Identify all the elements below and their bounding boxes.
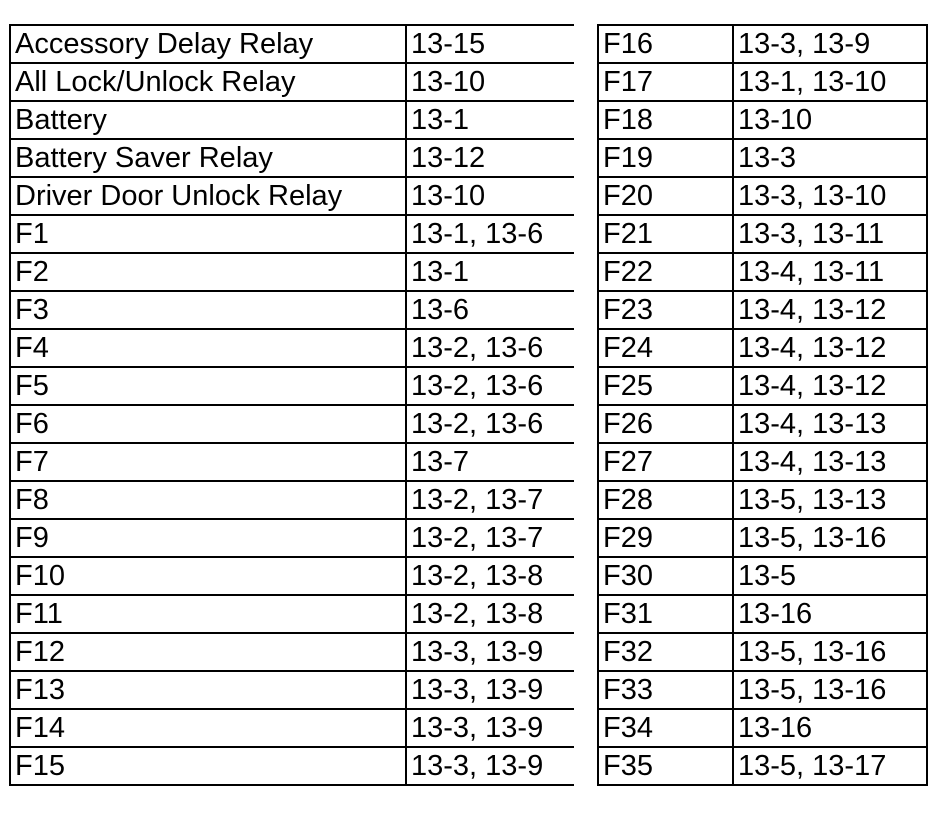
- page-reference-cell: 13-16: [733, 595, 927, 633]
- component-name-cell: F33: [598, 671, 733, 709]
- table-row: [10, 671, 575, 709]
- table-row: [598, 405, 927, 443]
- table-row: [598, 101, 927, 139]
- table-row: [10, 405, 575, 443]
- component-name-cell: F18: [598, 101, 733, 139]
- table-row: [598, 215, 927, 253]
- component-name-cell: Battery: [10, 101, 406, 139]
- table-row: [598, 481, 927, 519]
- page-reference-cell: 13-10: [406, 63, 575, 101]
- page-reference-cell: 13-4, 13-11: [733, 253, 927, 291]
- component-name-cell: F11: [10, 595, 406, 633]
- component-name-cell: F16: [598, 25, 733, 63]
- table-row: [598, 557, 927, 595]
- table-row: [598, 253, 927, 291]
- page-reference-cell: 13-4, 13-12: [733, 329, 927, 367]
- component-name-cell: F27: [598, 443, 733, 481]
- table-divider: [574, 24, 597, 824]
- page-reference-cell: 13-3, 13-9: [406, 671, 575, 709]
- page-reference-cell: 13-1: [406, 253, 575, 291]
- component-name-cell: F8: [10, 481, 406, 519]
- table-row: [10, 63, 575, 101]
- page-reference-cell: 13-10: [406, 177, 575, 215]
- component-name-cell: F13: [10, 671, 406, 709]
- component-name-cell: F12: [10, 633, 406, 671]
- component-name-cell: F22: [598, 253, 733, 291]
- right-index-table: [597, 24, 928, 786]
- page-reference-cell: 13-12: [406, 139, 575, 177]
- page-reference-cell: 13-7: [406, 443, 575, 481]
- component-name-cell: F35: [598, 747, 733, 785]
- component-name-cell: Driver Door Unlock Relay: [10, 177, 406, 215]
- left-index-table: [9, 24, 576, 786]
- page-reference-cell: 13-5: [733, 557, 927, 595]
- page-reference-cell: 13-5, 13-16: [733, 519, 927, 557]
- index-page: [9, 24, 926, 824]
- page-reference-cell: 13-4, 13-12: [733, 367, 927, 405]
- table-row: [10, 481, 575, 519]
- page-reference-cell: 13-3, 13-9: [733, 25, 927, 63]
- component-name-cell: F15: [10, 747, 406, 785]
- component-name-cell: F4: [10, 329, 406, 367]
- table-row: [598, 671, 927, 709]
- component-name-cell: F24: [598, 329, 733, 367]
- table-row: [10, 139, 575, 177]
- page-reference-cell: 13-10: [733, 101, 927, 139]
- component-name-cell: F9: [10, 519, 406, 557]
- table-row: [10, 747, 575, 785]
- page-reference-cell: 13-3, 13-9: [406, 747, 575, 785]
- page-reference-cell: 13-3: [733, 139, 927, 177]
- table-row: [598, 139, 927, 177]
- page-reference-cell: 13-4, 13-12: [733, 291, 927, 329]
- table-row: [598, 709, 927, 747]
- page-reference-cell: 13-3, 13-9: [406, 709, 575, 747]
- page-reference-cell: 13-3, 13-10: [733, 177, 927, 215]
- page-reference-cell: 13-3, 13-11: [733, 215, 927, 253]
- component-name-cell: F20: [598, 177, 733, 215]
- page-reference-cell: 13-5, 13-17: [733, 747, 927, 785]
- component-name-cell: F19: [598, 139, 733, 177]
- table-row: [598, 633, 927, 671]
- page-reference-cell: 13-4, 13-13: [733, 405, 927, 443]
- page-reference-cell: 13-6: [406, 291, 575, 329]
- page-reference-cell: 13-2, 13-6: [406, 367, 575, 405]
- right-index-table-body: [598, 25, 927, 785]
- table-row: [10, 215, 575, 253]
- component-name-cell: F6: [10, 405, 406, 443]
- page-reference-cell: 13-1: [406, 101, 575, 139]
- component-name-cell: F30: [598, 557, 733, 595]
- table-row: [10, 329, 575, 367]
- component-name-cell: F3: [10, 291, 406, 329]
- table-row: [10, 443, 575, 481]
- table-row: [10, 177, 575, 215]
- table-row: [10, 367, 575, 405]
- component-name-cell: F31: [598, 595, 733, 633]
- page-reference-cell: 13-2, 13-7: [406, 519, 575, 557]
- component-name-cell: F25: [598, 367, 733, 405]
- table-row: [598, 443, 927, 481]
- component-name-cell: F7: [10, 443, 406, 481]
- table-row: [10, 253, 575, 291]
- page-reference-cell: 13-1, 13-6: [406, 215, 575, 253]
- component-name-cell: F32: [598, 633, 733, 671]
- page-reference-cell: 13-5, 13-16: [733, 671, 927, 709]
- table-row: [10, 709, 575, 747]
- component-name-cell: F34: [598, 709, 733, 747]
- page-reference-cell: 13-16: [733, 709, 927, 747]
- table-row: [10, 291, 575, 329]
- component-name-cell: F29: [598, 519, 733, 557]
- table-row: [10, 595, 575, 633]
- table-row: [10, 25, 575, 63]
- component-name-cell: All Lock/Unlock Relay: [10, 63, 406, 101]
- page-reference-cell: 13-2, 13-6: [406, 329, 575, 367]
- table-row: [598, 63, 927, 101]
- component-name-cell: F1: [10, 215, 406, 253]
- page-reference-cell: 13-3, 13-9: [406, 633, 575, 671]
- table-row: [598, 329, 927, 367]
- page-reference-cell: 13-2, 13-7: [406, 481, 575, 519]
- component-name-cell: Battery Saver Relay: [10, 139, 406, 177]
- component-name-cell: F5: [10, 367, 406, 405]
- component-name-cell: F10: [10, 557, 406, 595]
- component-name-cell: F21: [598, 215, 733, 253]
- page-reference-cell: 13-2, 13-8: [406, 595, 575, 633]
- component-name-cell: F14: [10, 709, 406, 747]
- table-row: [598, 291, 927, 329]
- table-row: [598, 747, 927, 785]
- component-name-cell: F28: [598, 481, 733, 519]
- page-reference-cell: 13-2, 13-8: [406, 557, 575, 595]
- page-reference-cell: 13-4, 13-13: [733, 443, 927, 481]
- page-reference-cell: 13-5, 13-16: [733, 633, 927, 671]
- component-name-cell: F17: [598, 63, 733, 101]
- table-row: [598, 25, 927, 63]
- table-row: [10, 101, 575, 139]
- page-reference-cell: 13-2, 13-6: [406, 405, 575, 443]
- table-row: [10, 557, 575, 595]
- table-row: [598, 519, 927, 557]
- left-index-table-body: [10, 25, 575, 785]
- component-name-cell: F2: [10, 253, 406, 291]
- page-reference-cell: 13-1, 13-10: [733, 63, 927, 101]
- table-row: [598, 595, 927, 633]
- page-reference-cell: 13-15: [406, 25, 575, 63]
- table-row: [10, 519, 575, 557]
- component-name-cell: F26: [598, 405, 733, 443]
- table-row: [598, 177, 927, 215]
- page-reference-cell: 13-5, 13-13: [733, 481, 927, 519]
- table-row: [10, 633, 575, 671]
- component-name-cell: F23: [598, 291, 733, 329]
- table-row: [598, 367, 927, 405]
- component-name-cell: Accessory Delay Relay: [10, 25, 406, 63]
